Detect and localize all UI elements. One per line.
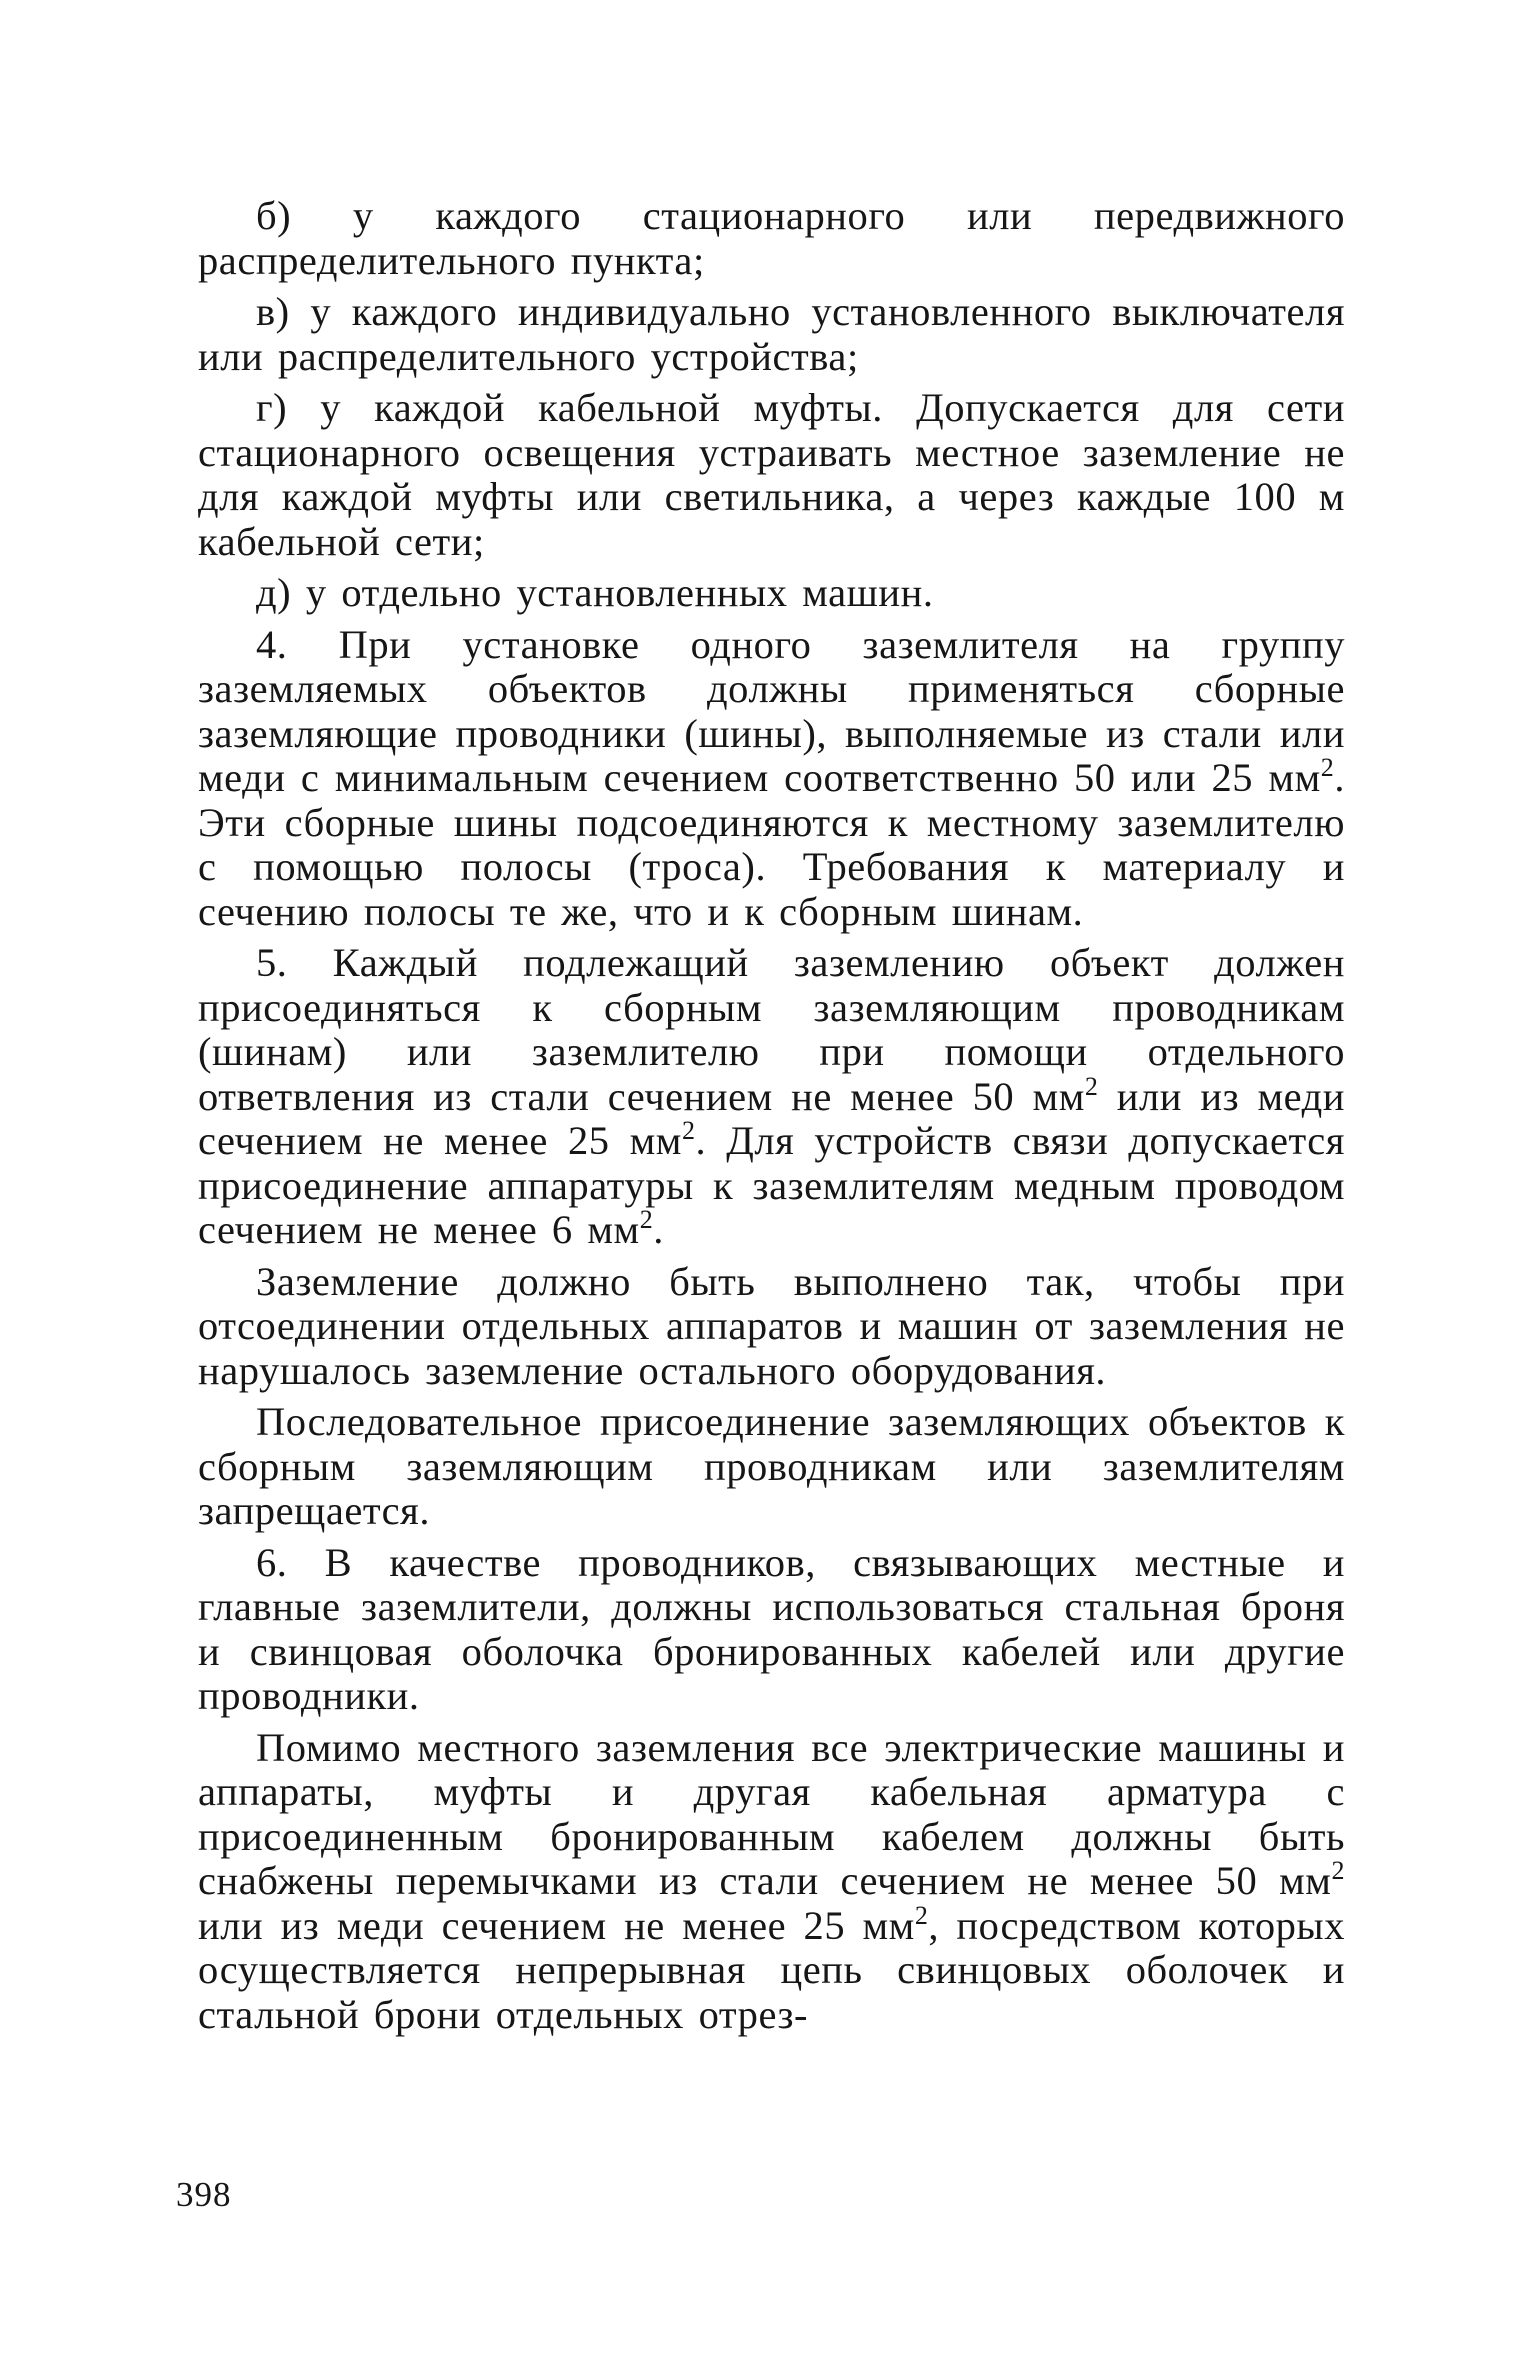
- paragraph-d: д) у отдельно установленных машин.: [256, 570, 934, 615]
- paragraph-jumpers: Помимо местного заземления все электрические машины и аппараты, муфты и другая кабельная арматура с присоединенным бронированным кабелем должны быть снабжены перемычками из стали сечением не менее 50 $мм^2$ или из меди сечением не менее 25 $мм^2$, посредством которых осуществляется непрерывная цепь свинцовых оболочек и стальной брони отдельных отрез-: [198, 1724, 1345, 2037]
- paragraph-item-6: 6. В качестве проводников, связывающих местные и главные заземлители, должны использоваться стальная броня и свинцовая оболочка бронированных кабелей или другие проводники.: [198, 1539, 1345, 1718]
- superscript-two: 2: [681, 1116, 696, 1145]
- paragraph-serial-connection: Последовательное присоединение заземляющих объектов к сборным заземляющим проводникам или заземлителям запрещается.: [198, 1399, 1345, 1533]
- paragraph-item-4: 4. При установке одного заземлителя на группу заземляемых объектов должны применяться сборные заземляющие проводники (шины), выполняемые из стали или меди с минимальным сечением соответственно 50 или 25 $мм^2$. Эти сборные шины подсоединяются к местному заземлителю с помощью полосы (троса). Требования к материалу и сечению полосы те же, что и к сборным шинам.: [198, 621, 1345, 934]
- superscript-two: 2: [639, 1205, 654, 1234]
- paragraph-v: в) у каждого индивидуально установленного выключателя или распределительного устройства;: [198, 289, 1345, 379]
- page-number: 398: [176, 2175, 232, 2214]
- paragraph-g: г) у каждой кабельной муфты. Допускается для сети стационарного освещения устраивать местное заземление не для каждой муфты или светильника, а через каждые 100 м кабельной сети;: [198, 385, 1345, 564]
- paragraph-b: б) у каждого стационарного или передвижного распределительного пункта;: [198, 193, 1345, 283]
- superscript-two: 2: [1084, 1071, 1099, 1101]
- paragraph-grounding-note: Заземление должно быть выполнено так, чтобы при отсоединении отдельных аппаратов и машин от заземления не нарушалось заземление остального оборудования.: [198, 1258, 1345, 1393]
- superscript-two: 2: [1320, 753, 1335, 782]
- superscript-two: 2: [914, 1900, 929, 1930]
- body-text: [198, 194, 1345, 2044]
- superscript-two: 2: [1331, 1856, 1345, 1885]
- paragraph-item-5: 5. Каждый подлежащий заземлению объект должен присоединяться к сборным заземляющим проводникам (шинам) или заземлителю при помощи отдельного ответвления из стали сечением не менее 50 $мм^2$ или из меди сечением не менее 25 $мм^2$. Для устройств связи допускается присоединение аппаратуры к заземлителям медным проводом сечением не менее 6 $мм^2$.: [198, 940, 1346, 1252]
